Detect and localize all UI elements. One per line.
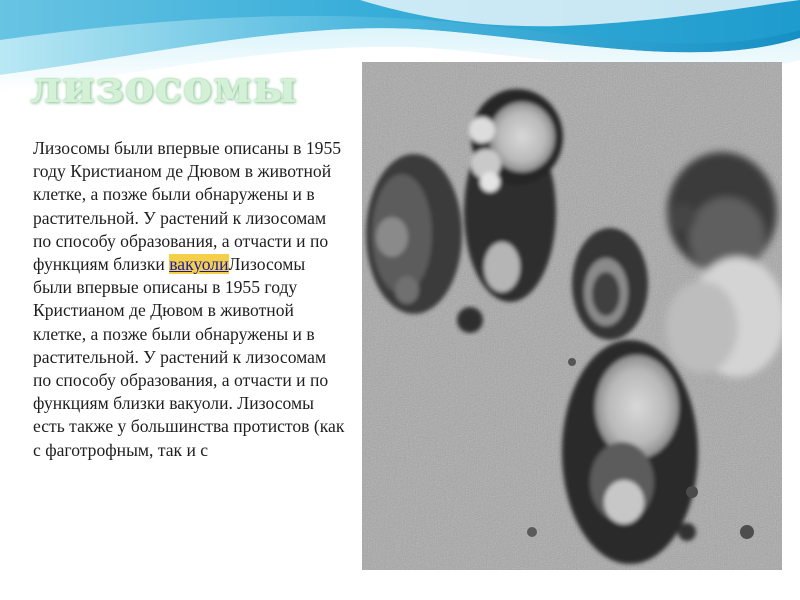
paragraph-text-part2: Лизосомы были впервые описаны в 1955 году Кристианом де Дювом в животной клетке, а позже были обнаружены и в растительной. У растений к лизосомам по способу образования, а отчасти и по функциям близки вакуоли. Лизосомы есть также у большинства протистов (как с фаготрофным, так и с	[33, 254, 345, 460]
paragraph-text-part1: Лизосомы были впервые описаны в 1955 году Кристианом де Дювом в животной клетке, а позже были обнаружены и в растительной. У растений к лизосомам по способу образования, а отчасти и по функциям близки	[33, 138, 342, 275]
lysosome-micrograph-image	[362, 62, 782, 570]
body-paragraph	[33, 137, 345, 462]
slide-title: лизосомы	[30, 62, 298, 113]
vacuoles-link[interactable]: вакуоли	[169, 254, 229, 275]
